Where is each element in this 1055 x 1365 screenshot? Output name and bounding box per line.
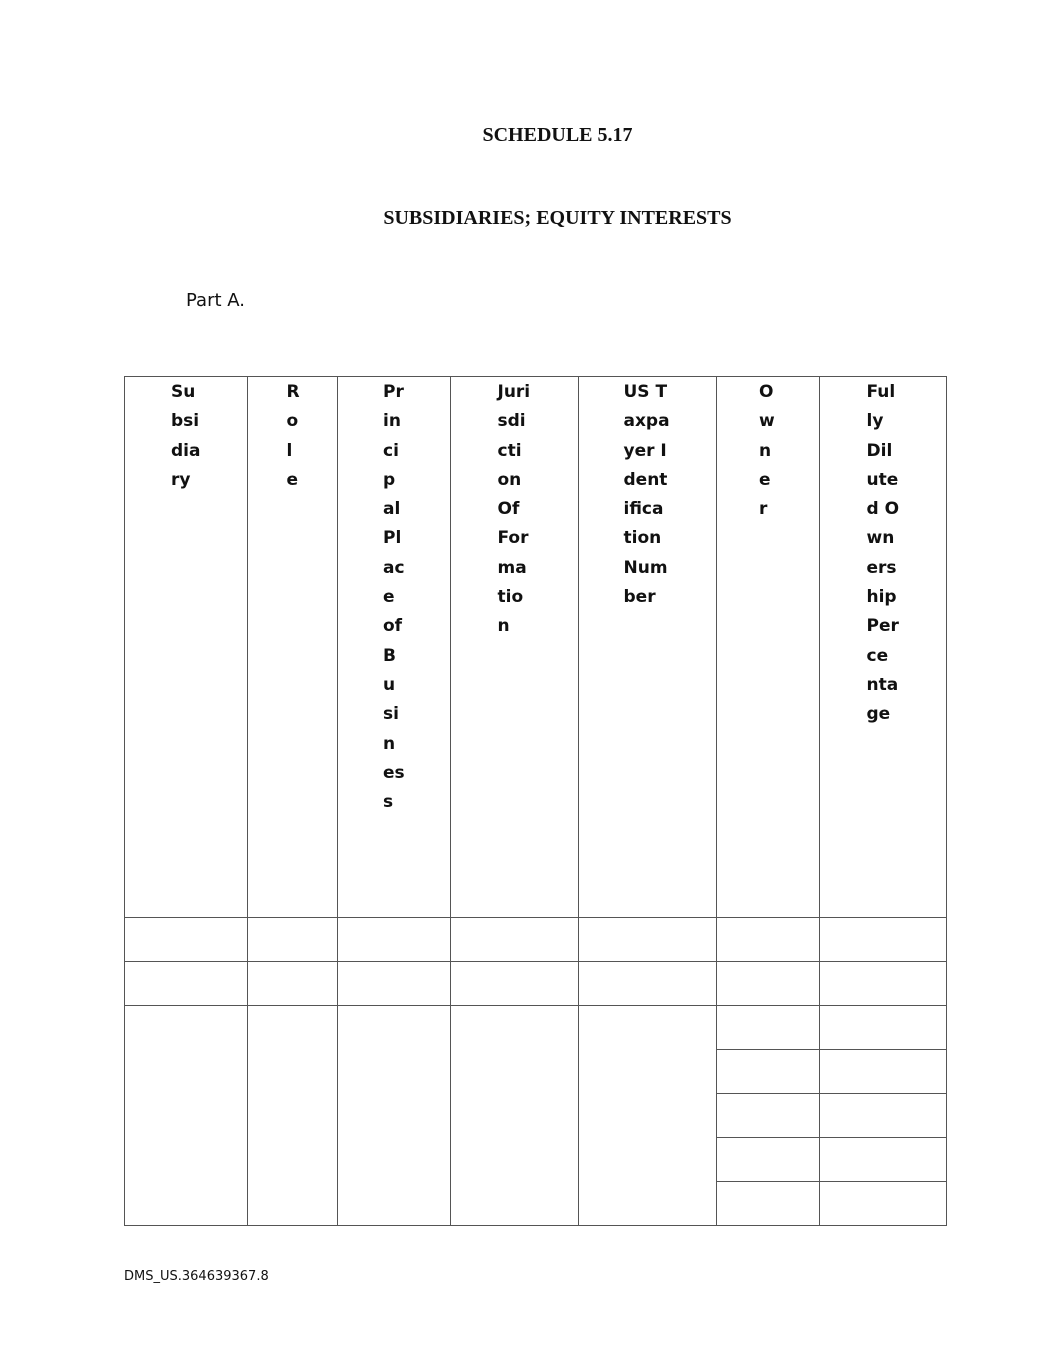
table-cell xyxy=(451,962,579,1006)
part-label: Part A. xyxy=(186,290,245,311)
table-cell xyxy=(717,1006,820,1050)
header-role: Role xyxy=(286,382,300,490)
table-cell xyxy=(820,1182,947,1226)
header-cell-jurisdiction xyxy=(451,377,579,918)
table-row xyxy=(125,1006,947,1050)
header-principal-place-of-business: Principal Place of Business xyxy=(383,382,405,813)
table-cell xyxy=(820,1138,947,1182)
schedule-title: SCHEDULE 5.17 xyxy=(482,124,633,146)
table-cell xyxy=(248,918,338,962)
header-row xyxy=(125,377,947,918)
table-cell xyxy=(579,918,717,962)
table-cell-merged xyxy=(248,1006,338,1226)
document-footer-id: DMS_US.364639367.8 xyxy=(124,1269,269,1284)
table-cell-merged xyxy=(125,1006,248,1226)
subsidiaries-table xyxy=(124,376,947,1226)
table-cell xyxy=(717,918,820,962)
table-row xyxy=(125,918,947,962)
table-cell xyxy=(820,962,947,1006)
header-owner: Owner xyxy=(759,382,775,520)
table-cell xyxy=(125,962,248,1006)
table-cell xyxy=(717,1050,820,1094)
table-cell xyxy=(820,1006,947,1050)
header-fully-diluted-ownership-percentage: Fully Diluted Ownership Percentage xyxy=(866,382,900,725)
table-cell xyxy=(579,962,717,1006)
header-subsidiary: Subsidiary xyxy=(171,382,201,490)
table-cell xyxy=(820,1094,947,1138)
table-cell xyxy=(820,918,947,962)
header-us-taxpayer-identification-number: US Taxpayer Identification Number xyxy=(623,382,670,608)
table-cell xyxy=(717,1138,820,1182)
header-cell-subsidiary xyxy=(125,377,248,918)
table-cell-merged xyxy=(579,1006,717,1226)
table-cell xyxy=(717,1182,820,1226)
table-cell xyxy=(338,918,451,962)
table-cell xyxy=(248,962,338,1006)
table-row xyxy=(125,962,947,1006)
table-cell-merged xyxy=(338,1006,451,1226)
header-cell-taxpayer-id xyxy=(579,377,717,918)
section-title: SUBSIDIARIES; EQUITY INTERESTS xyxy=(383,207,732,229)
header-cell-owner xyxy=(717,377,820,918)
header-jurisdiction-of-formation: Jurisdiction Of Formation xyxy=(497,382,531,637)
table-cell xyxy=(717,1094,820,1138)
table-cell-merged xyxy=(451,1006,579,1226)
table-cell xyxy=(820,1050,947,1094)
table-cell xyxy=(125,918,248,962)
table-cell xyxy=(451,918,579,962)
header-cell-principal-place xyxy=(338,377,451,918)
table-cell xyxy=(717,962,820,1006)
table-cell xyxy=(338,962,451,1006)
header-cell-ownership-percentage xyxy=(820,377,947,918)
header-cell-role xyxy=(248,377,338,918)
